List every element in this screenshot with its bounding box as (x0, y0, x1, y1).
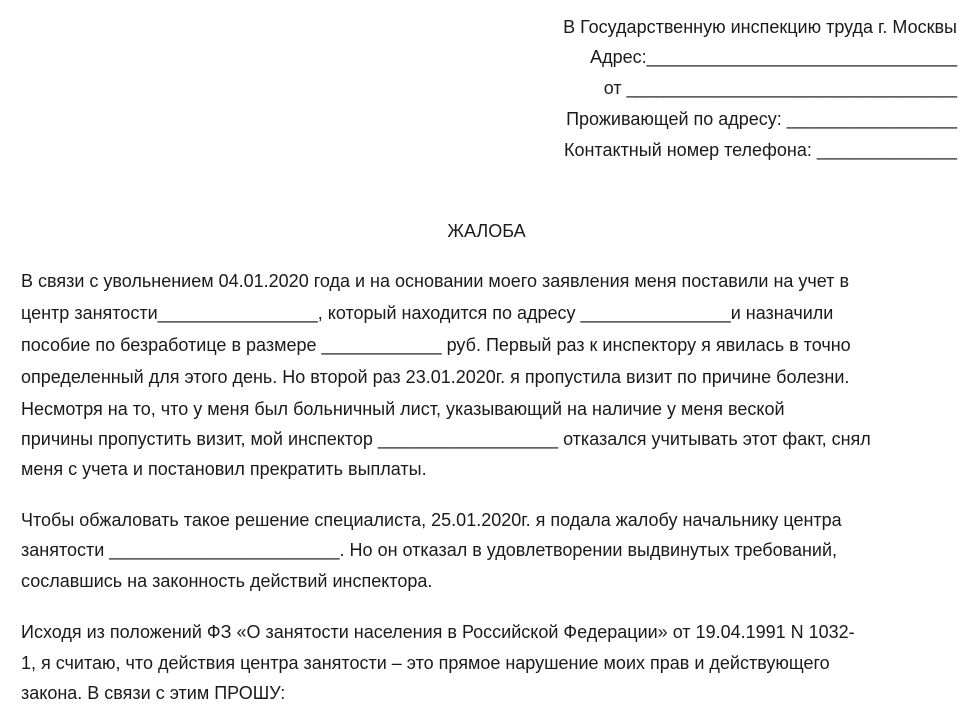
paragraph-line: Исходя из положений ФЗ «О занятости населения в Российской Федерации» от 19.04.1991 N 1032- (21, 622, 855, 642)
paragraph-line: меня с учета и постановил прекратить выплаты. (21, 459, 427, 479)
paragraph-line: Несмотря на то, что у меня был больничный лист, указывающий на наличие у меня веской (21, 399, 785, 419)
document-title: ЖАЛОБА (447, 221, 526, 241)
residence-line: Проживающей по адресу: _________________ (566, 109, 957, 129)
paragraph-line: занятости _______________________. Но он отказал в удовлетворении выдвинутых требований, (21, 540, 838, 560)
address-line: Адрес:_______________________________ (590, 47, 957, 67)
from-line: от _________________________________ (603, 78, 957, 98)
paragraph-line: закона. В связи с этим ПРОШУ: (21, 683, 286, 703)
paragraph-line: В связи с увольнением 04.01.2020 года и на основании моего заявления меня поставили на учет в (21, 271, 849, 291)
paragraph-line: Чтобы обжаловать такое решение специалиста, 25.01.2020г. я подала жалобу начальнику центра (21, 510, 842, 530)
paragraph-line: определенный для этого день. Но второй раз 23.01.2020г. я пропустила визит по причине болезни. (21, 367, 850, 387)
paragraph-line: сославшись на законность действий инспектора. (21, 571, 433, 591)
paragraph-line: пособие по безработице в размере ____________ руб. Первый раз к инспектору я явилась в точно (21, 335, 851, 355)
recipient-line: В Государственную инспекцию труда г. Москвы (563, 17, 957, 37)
paragraph-line: 1, я считаю, что действия центра занятости – это прямое нарушение моих прав и действующего (21, 653, 830, 673)
paragraph-line: центр занятости________________, который находится по адресу _______________и назначили (21, 303, 834, 323)
paragraph-line: причины пропустить визит, мой инспектор __________________ отказался учитывать этот факт, снял (21, 429, 871, 449)
phone-line: Контактный номер телефона: ______________ (564, 140, 957, 160)
